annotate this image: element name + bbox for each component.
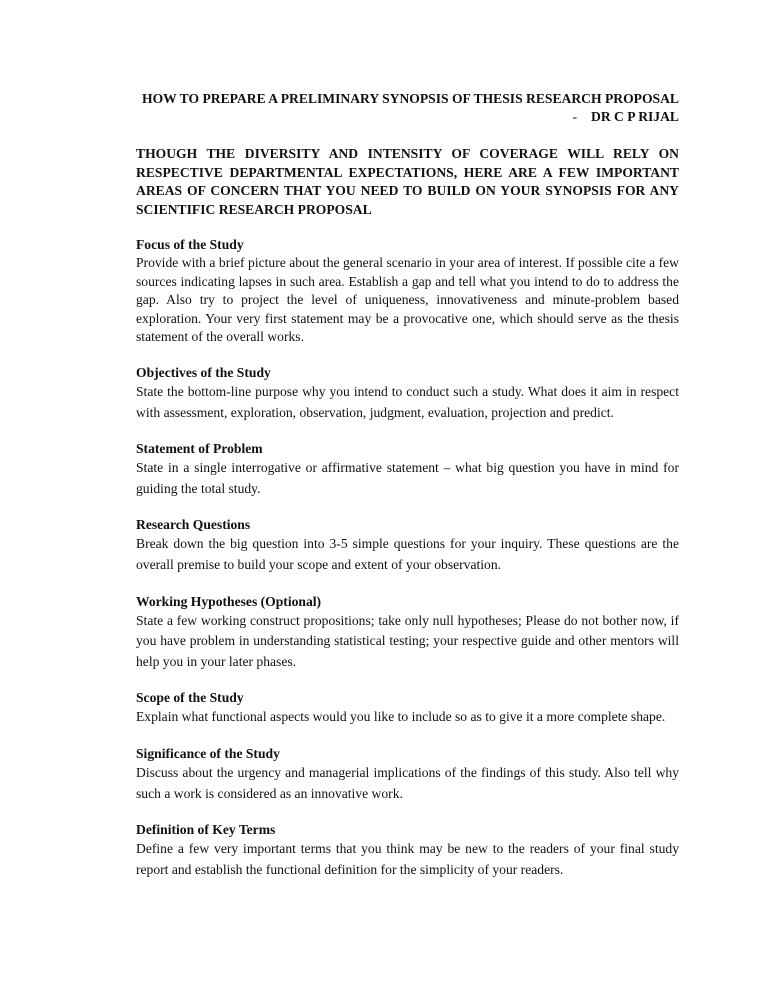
section-heading: Scope of the Study [136, 690, 244, 706]
section-significance [136, 745, 679, 804]
section-body: Break down the big question into 3-5 simple questions for your inquiry. These questions are the overall premise to build your scope and extent of your observation. [136, 536, 679, 572]
section-hypotheses [136, 593, 679, 673]
section-body: Discuss about the urgency and managerial implications of the findings of this study. Also tell why such a work is considered as an innovative work. [136, 764, 679, 801]
section-heading: Significance of the Study [136, 745, 280, 761]
section-body: Provide with a brief picture about the general scenario in your area of interest. If possible cite a few sources indicating lapses in such area. Establish a gap and tell what you intend to do to address the gap. Also try to project the level of uniqueness, innovativeness and minute-problem based exploration. Your very first statement may be a provocative one, which should serve as the thesis statement of the overall works. [136, 255, 679, 345]
section-heading: Definition of Key Terms [136, 822, 276, 838]
section-key-terms [136, 821, 679, 880]
section-body: Define a few very important terms that you think may be new to the readers of your final study report and establish the functional definition for the simplicity of your readers. [136, 841, 679, 877]
section-heading: Statement of Problem [136, 441, 263, 457]
document-title: HOW TO PREPARE A PRELIMINARY SYNOPSIS OF THESIS RESEARCH PROPOSAL [142, 91, 679, 106]
section-scope [136, 689, 679, 728]
section-focus [136, 236, 679, 347]
section-body: State in a single interrogative or affirmative statement – what big question you have in mind for guiding the total study. [136, 460, 679, 496]
author-dash: - [572, 109, 577, 124]
section-heading: Focus of the Study [136, 237, 244, 252]
section-objectives [136, 364, 679, 423]
intro-paragraph: THOUGH THE DIVERSITY AND INTENSITY OF COVERAGE WILL RELY ON RESPECTIVE DEPARTMENTAL EXPECTATIONS, HERE ARE A FEW IMPORTANT AREAS OF CONCERN THAT YOU NEED TO BUILD ON YOUR SYNOPSIS FOR ANY SCIENTIFIC RESEARCH PROPOSAL [136, 146, 679, 217]
section-research-questions [136, 516, 679, 575]
section-body: State the bottom-line purpose why you intend to conduct such a study. What does it aim in respect with assessment, exploration, observation, judgment, evaluation, projection and predict. [136, 383, 679, 420]
author-line [136, 108, 679, 126]
document-page [136, 90, 679, 880]
section-heading: Research Questions [136, 517, 251, 533]
section-heading: Working Hypotheses (Optional) [136, 593, 322, 609]
section-problem-statement [136, 440, 679, 499]
section-body: Explain what functional aspects would you like to include so as to give it a more complete shape. [136, 709, 666, 725]
author-name: DR C P RIJAL [591, 109, 679, 124]
section-body: State a few working construct propositions; take only null hypotheses; Please do not bother now, if you have problem in understanding statistical testing; your respective guide and other mentors will help you in your later phases. [136, 612, 679, 669]
section-heading: Objectives of the Study [136, 364, 271, 380]
